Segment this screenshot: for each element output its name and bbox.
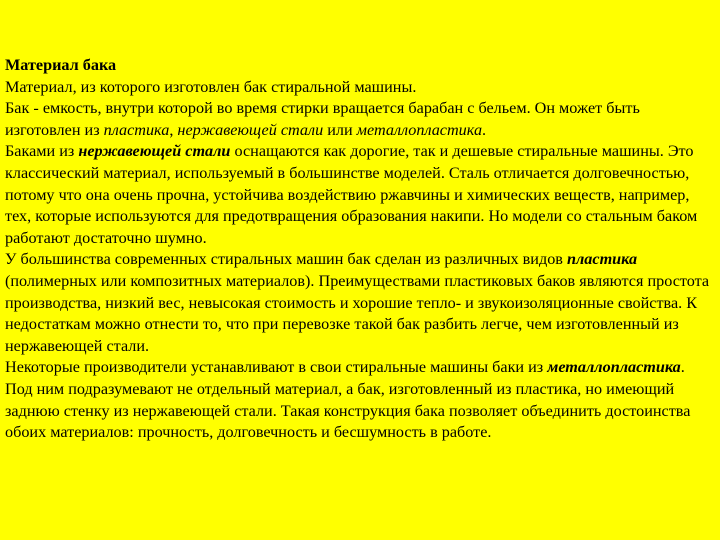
text: (полимерных или композитных материалов). Преимуществами пластиковых баков являются простота производства, низкий вес, невысокая стоимость и хорошие тепло- и звукоизоляционные свойства. К недостаткам можно отнести то, что при перевозке такой бак разбить легче, чем изготовленный из нержавеющей стали. (5, 271, 710, 355)
italic-term-plastic: пластика (103, 120, 170, 139)
slide-title: Материал бака (5, 56, 117, 74)
text: , (169, 120, 178, 139)
paragraph-definition: Материал, из которого изготовлен бак стиральной машины. (5, 77, 417, 96)
text: Некоторые производители устанавливают в свои стиральные машины баки из (5, 358, 548, 377)
paragraph-tank-description (5, 98, 715, 141)
text: или (323, 120, 357, 139)
slide-content (5, 55, 715, 444)
text: . Под ним подразумевают не отдельный материал, а бак, изготовленный из пластика, но имеющий заднюю стенку из нержавеющей стали. Такая конструкция бака позволяет объединить достоинства обоих материалов: прочность, долговечность и бесшумность в работе. (5, 358, 691, 442)
text: оснащаются как дорогие, так и дешевые стиральные машины. Это классический материал, используемый в большинстве моделей. Сталь отличается долговечностью, потому что она очень прочна, устойчива воздействию ржавчины и химических веществ, например, тех, которые используются для предотвращения образования накипи. Но модели со стальным баком работают достаточно шумно. (5, 142, 698, 247)
paragraph-plastic (5, 249, 715, 357)
bold-term-plastic: пластика (566, 250, 638, 269)
italic-term-stainless-steel: нержавеющей стали (177, 120, 324, 139)
paragraph-metal-plastic (5, 357, 715, 443)
text: Баками из (5, 142, 79, 161)
paragraph-stainless-steel (5, 141, 715, 249)
text: . (482, 120, 487, 139)
bold-term-stainless-steel: нержавеющей стали (78, 142, 231, 161)
bold-term-metal-plastic: металлопластика (547, 358, 681, 377)
text: Бак - емкость, внутри которой во время стирки вращается барабан с бельем. Он может быть изготовлен из (5, 99, 640, 139)
italic-term-metal-plastic: металлопластика (356, 120, 483, 139)
text: У большинства современных стиральных машин бак сделан из различных видов (5, 250, 567, 269)
